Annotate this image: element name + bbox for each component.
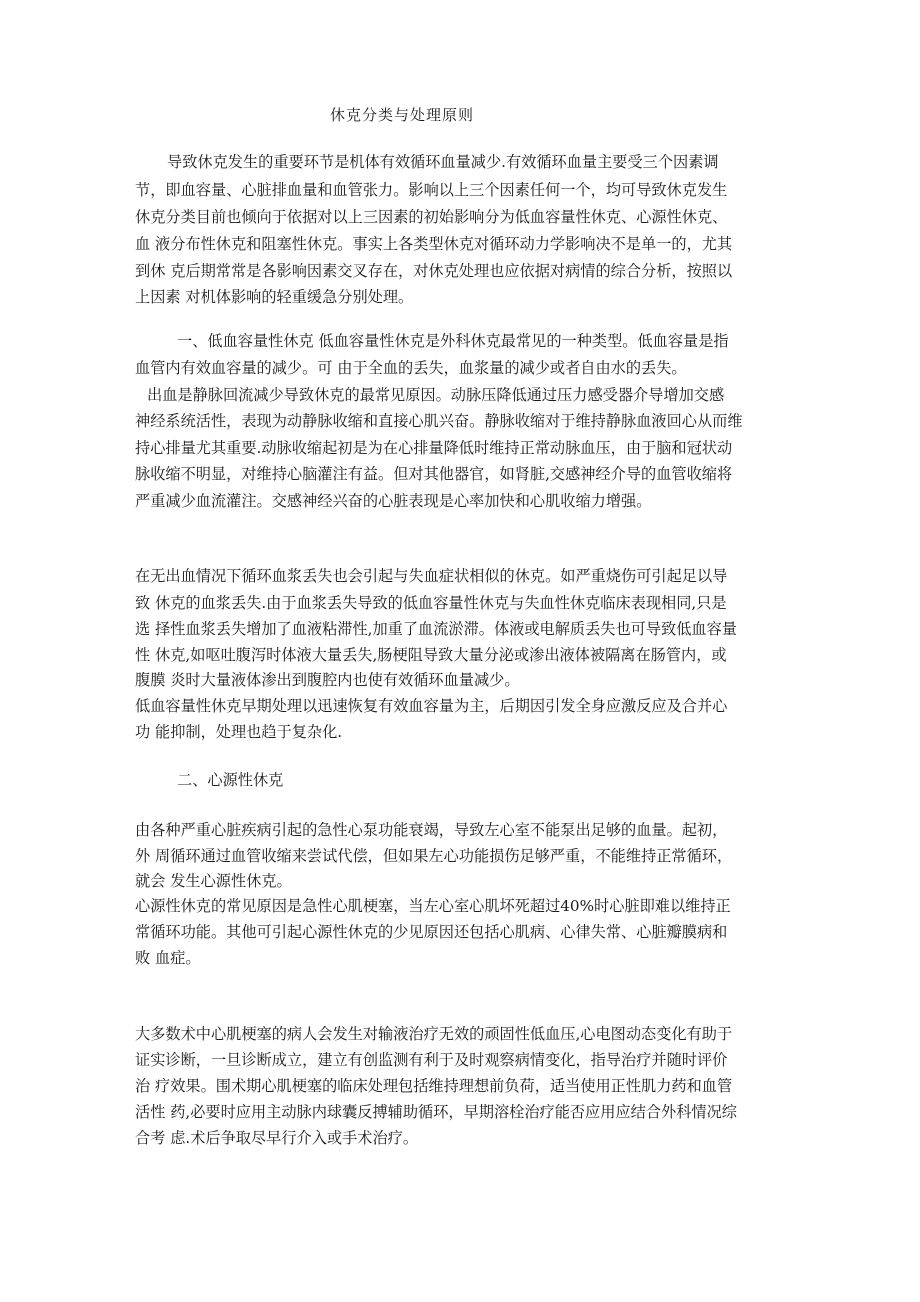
paragraph-8-line-2: 常循环功能。其他可引起心源性休克的少见原因还包括心肌病、心律失常、心脏瓣膜病和 — [135, 923, 728, 941]
paragraph-3-line-5: 严重减少血流灌注。交感神经兴奋的心脏表现是心率加快和心肌收缩力增强。 — [135, 492, 652, 510]
paragraph-3-line-2: 神经系统活性，表现为动静脉收缩和直接心肌兴奋。静脉收缩对于维持静脉血液回心从而维 — [135, 412, 743, 430]
paragraph-3-line-4: 脉收缩不明显，对维持心脑灌注有益。但对其他器官，如肾脏,交感神经介导的血管收缩将 — [135, 465, 733, 483]
paragraph-9-line-5: 合考 虑.术后争取尽早行介入或手术治疗。 — [135, 1129, 419, 1147]
paragraph-8-line-1: 心源性休克的常见原因是急性心肌梗塞，当左心室心肌坏死超过40%时心脏即难以维持正 — [135, 897, 731, 915]
paragraph-5-line-1: 低血容量性休克早期处理以迅速恢复有效血容量为主，后期因引发全身应激反应及合并心 — [135, 697, 728, 715]
paragraph-1-line-5: 到休 克后期常常是各影响因素交叉存在，对休克处理也应依据对病情的综合分析，按照以 — [135, 262, 733, 280]
paragraph-8-line-3: 败 血症。 — [135, 949, 201, 967]
paragraph-1-line-1: 导致休克发生的重要环节是机体有效循环血量减少.有效循环血量主要受三个因素调 — [167, 153, 719, 171]
paragraph-1-line-3: 休克分类目前也倾向于依据对以上三因素的初始影响分为低血容量性休克、心源性休克、 — [135, 208, 728, 226]
paragraph-4-line-1: 在无出血情况下循环血浆丢失也会引起与失血症状相似的休克。如严重烧伤可引起足以导 — [135, 567, 728, 585]
paragraph-7-line-3: 就会 发生心源性休克。 — [135, 872, 292, 890]
paragraph-4-line-3: 选 择性血浆丢失增加了血液粘滞性,加重了血流淤滞。体液或电解质丢失也可导致低血容量 — [135, 620, 737, 638]
paragraph-4-line-2: 致 休克的血浆丢失.由于血浆丢失导致的低血容量性休克与失血性休克临床表现相同,只是 — [135, 594, 727, 612]
paragraph-2-line-2: 血管内有效血容量的减少。可 由于全血的丢失，血浆量的减少或者自由水的丢失。 — [135, 359, 687, 377]
paragraph-7-line-2: 外 周循环通过血管收缩来尝试代偿，但如果左心功能损伤足够严重，不能维持正常循环， — [135, 847, 733, 865]
paragraph-4-line-5: 腹膜 炎时大量液体渗出到腹腔内也使有效循环血量减少。 — [135, 671, 520, 689]
paragraph-9-line-3: 治 疗效果。围术期心肌梗塞的临床处理包括维持理想前负荷，适当使用正性肌力药和血管 — [135, 1077, 733, 1095]
paragraph-9-line-4: 活性 药,必要时应用主动脉内球囊反搏辅助循环，早期溶栓治疗能否应用应结合外科情况综 — [135, 1103, 737, 1121]
paragraph-1-line-6: 上因素 对机体影响的轻重缓急分别处理。 — [135, 288, 414, 306]
paragraph-7-line-1: 由各种严重心脏疾病引起的急性心泵功能衰竭，导致左心室不能泵出足够的血量。起初， — [135, 821, 728, 839]
paragraph-4-line-4: 性 休克,如呕吐腹泻时体液大量丢失,肠梗阻导致大量分泌或渗出液体被隔离在肠管内，或 — [135, 646, 727, 664]
paragraph-5-line-2: 功 能抑制，处理也趋于复杂化. — [135, 723, 343, 741]
paragraph-1-line-2: 节，即血容量、心脏排血量和血管张力。影响以上三个因素任何一个，均可导致休克发生 — [135, 181, 728, 199]
document-title: 休克分类与处理原则 — [330, 106, 475, 124]
paragraph-1-line-4: 血 液分布性休克和阻塞性休克。事实上各类型休克对循环动力学影响决不是单一的，尤其 — [135, 235, 733, 253]
paragraph-3-line-1: 出血是静脉回流减少导致休克的最常见原因。动脉压降低通过压力感受器介导增加交感 — [147, 386, 725, 404]
paragraph-3-line-3: 持心排量尤其重要.动脉收缩起初是为在心排量降低时维持正常动脉血压，由于脑和冠状动 — [135, 439, 733, 457]
paragraph-9-line-1: 大多数术中心肌梗塞的病人会发生对输液治疗无效的顽固性低血压,心电图动态变化有助于 — [135, 1025, 733, 1043]
paragraph-9-line-2: 证实诊断，一旦诊断成立，建立有创监测有利于及时观察病情变化，指导治疗并随时评价 — [135, 1051, 728, 1069]
paragraph-2-line-1: 一、低血容量性休克 低血容量性休克是外科休克最常见的一种类型。低血容量是指 — [177, 332, 729, 350]
section-heading-cardiogenic: 二、心源性休克 — [177, 771, 284, 789]
